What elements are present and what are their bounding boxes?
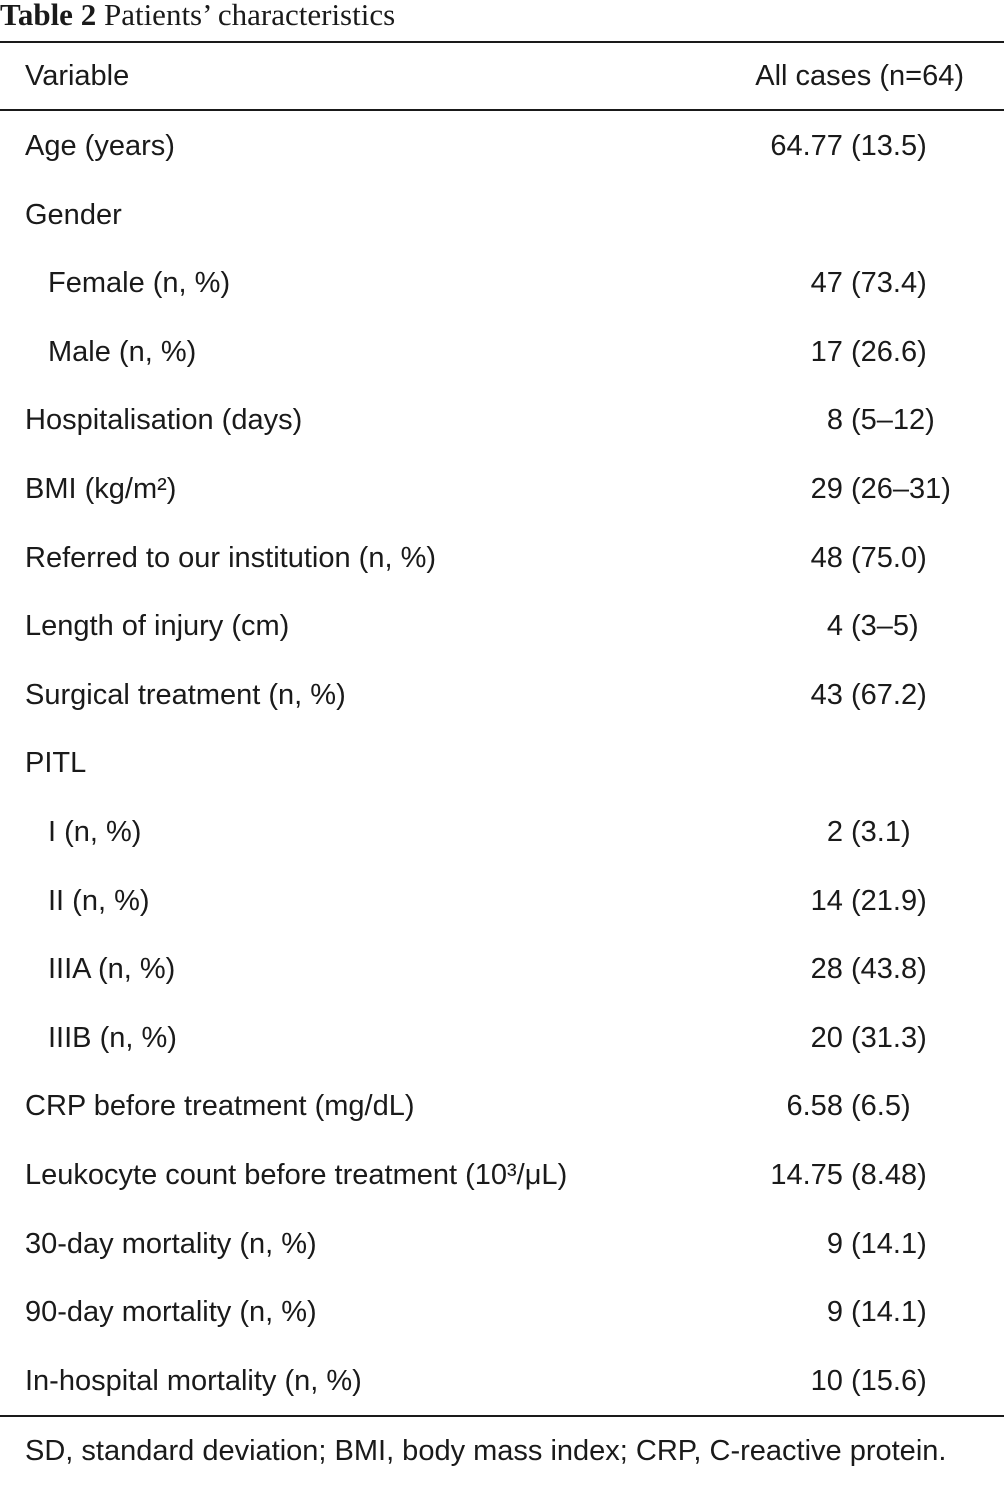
row-variable: Length of injury (cm) bbox=[25, 610, 290, 643]
row-variable: Gender bbox=[25, 198, 122, 231]
table-row bbox=[0, 1072, 1004, 1140]
table-row bbox=[0, 249, 1004, 317]
header-rule bbox=[0, 109, 1004, 111]
row-value: 10 (15.6) bbox=[810, 1364, 927, 1397]
table-header-row bbox=[0, 42, 1004, 110]
row-variable: CRP before treatment (mg/dL) bbox=[25, 1090, 415, 1123]
table-row bbox=[0, 455, 1004, 523]
row-variable: Male (n, %) bbox=[48, 335, 197, 368]
row-variable: Leukocyte count before treatment (10³/μL) bbox=[25, 1159, 568, 1191]
row-value: 29 (26–31) bbox=[810, 473, 951, 505]
table-caption-label: Table 2 bbox=[0, 0, 97, 32]
row-variable: 30-day mortality (n, %) bbox=[25, 1227, 317, 1260]
table-row bbox=[0, 524, 1004, 592]
table-row bbox=[0, 729, 1004, 797]
row-variable: II (n, %) bbox=[48, 884, 150, 917]
header-variable: Variable bbox=[25, 60, 130, 92]
row-variable: IIIA (n, %) bbox=[48, 953, 176, 986]
row-value: 14 (21.9) bbox=[810, 884, 927, 917]
header-all-cases-text: All cases (n=64) bbox=[755, 60, 964, 92]
table-caption-text: Patients’ characteristics bbox=[103, 0, 396, 32]
row-value: 47 (73.4) bbox=[810, 267, 927, 300]
row-value: 8 (5–12) bbox=[826, 404, 935, 437]
table-row bbox=[0, 935, 1004, 1003]
table-row bbox=[0, 1141, 1004, 1209]
table-row bbox=[0, 1278, 1004, 1346]
row-value: 28 (43.8) bbox=[810, 953, 927, 986]
bottom-rule bbox=[0, 1415, 1004, 1417]
row-value: 48 (75.0) bbox=[810, 541, 927, 574]
row-variable: IIIB (n, %) bbox=[48, 1021, 177, 1054]
row-value: 20 (31.3) bbox=[810, 1021, 927, 1054]
table-row bbox=[0, 867, 1004, 935]
row-value: 17 (26.6) bbox=[810, 335, 927, 368]
table-row bbox=[0, 798, 1004, 866]
table-row bbox=[0, 1210, 1004, 1278]
row-value: 9 (14.1) bbox=[826, 1296, 927, 1329]
table-row bbox=[0, 112, 1004, 180]
row-value: 2 (3.1) bbox=[826, 816, 911, 848]
table-row bbox=[0, 386, 1004, 454]
row-variable: Hospitalisation (days) bbox=[25, 404, 303, 437]
table-row bbox=[0, 318, 1004, 386]
row-variable: PITL bbox=[25, 747, 87, 780]
row-value: 43 (67.2) bbox=[810, 678, 927, 711]
table-row bbox=[0, 181, 1004, 249]
row-variable: Age (years) bbox=[25, 130, 175, 162]
row-variable: BMI (kg/m²) bbox=[25, 473, 177, 505]
row-value: 14.75 (8.48) bbox=[770, 1159, 927, 1191]
row-variable: I (n, %) bbox=[48, 816, 142, 848]
row-value: 6.58 (6.5) bbox=[786, 1090, 911, 1123]
row-variable: 90-day mortality (n, %) bbox=[25, 1296, 317, 1329]
row-value: 9 (14.1) bbox=[826, 1227, 927, 1260]
table-caption bbox=[0, 0, 395, 38]
table-row bbox=[0, 661, 1004, 729]
table-row bbox=[0, 592, 1004, 660]
table-footnote: SD, standard deviation; BMI, body mass index; CRP, C-reactive protein. bbox=[25, 1435, 947, 1467]
table-row bbox=[0, 1004, 1004, 1072]
row-value: 64.77 (13.5) bbox=[770, 130, 927, 162]
row-value: 4 (3–5) bbox=[826, 610, 919, 643]
table-row bbox=[0, 1347, 1004, 1415]
row-variable: In-hospital mortality (n, %) bbox=[25, 1364, 362, 1397]
row-variable: Female (n, %) bbox=[48, 267, 231, 300]
row-variable: Referred to our institution (n, %) bbox=[25, 541, 437, 574]
row-variable: Surgical treatment (n, %) bbox=[25, 678, 346, 711]
